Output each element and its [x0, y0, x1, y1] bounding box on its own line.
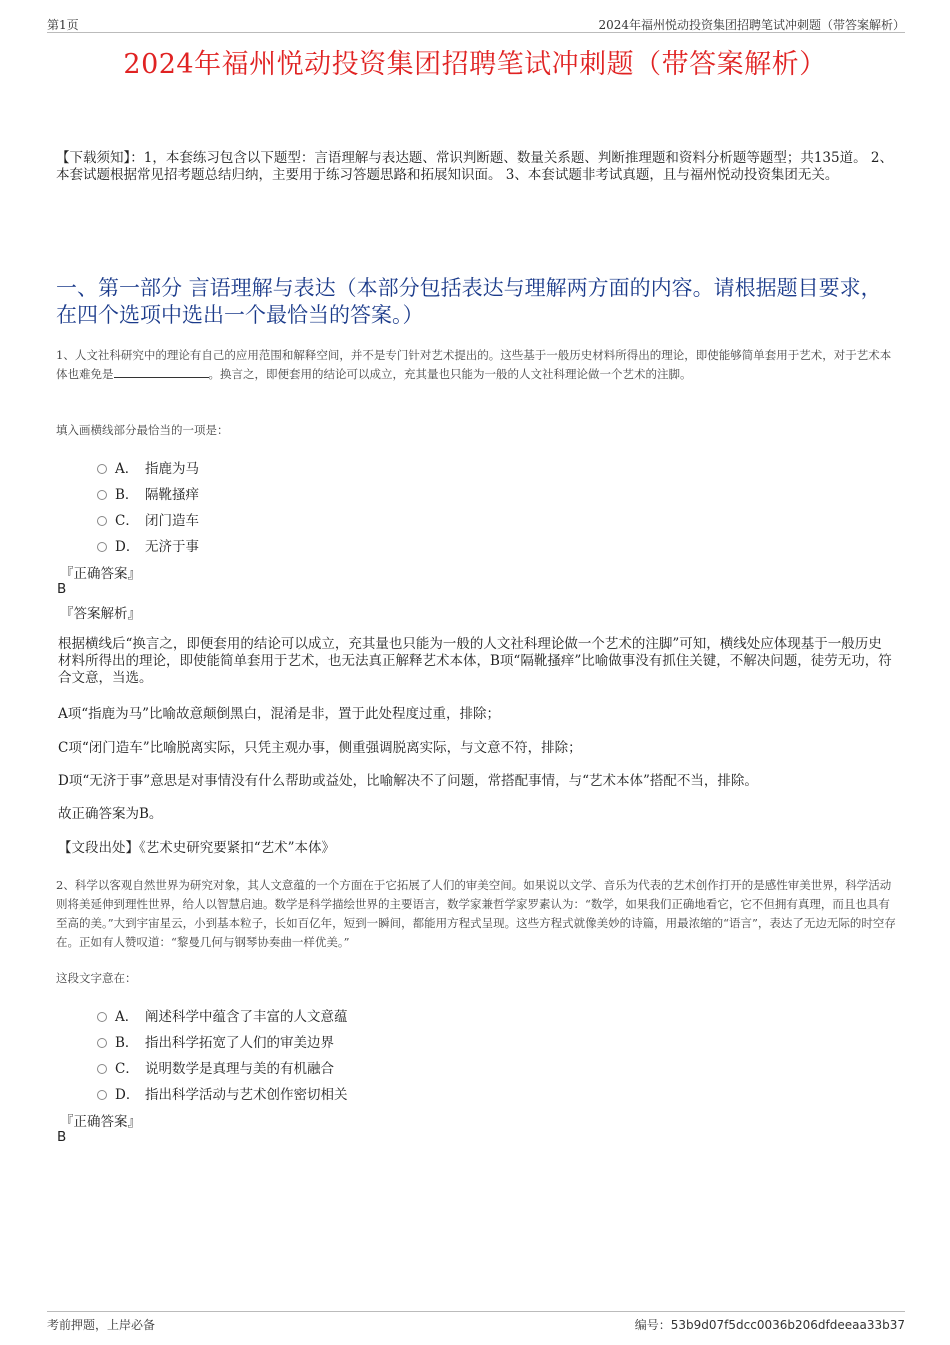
answer-blank [114, 366, 209, 378]
q1-analysis-a: A项“指鹿为马”比喻故意颠倒黑白，混淆是非，置于此处程度过重，排除； [58, 706, 501, 722]
question-1-prompt: 填入画横线部分最恰当的一项是： [56, 423, 229, 437]
footer-code-label: 编号： [634, 1318, 671, 1332]
radio-icon[interactable] [97, 490, 107, 500]
q1-option-a[interactable]: A． 指鹿为马 [97, 457, 199, 475]
q1-analysis-conclusion: 故正确答案为B。 [58, 806, 163, 822]
q1-answer-label: 『正确答案』 [60, 566, 141, 582]
q2-answer-label: 『正确答案』 [60, 1114, 141, 1130]
q1-analysis-d: D项“无济于事”意思是对事情没有什么帮助或益处，比喻解决不了问题，常搭配事情，与“艺术本体”搭配不当，排除。 [58, 773, 758, 789]
page-header [47, 14, 905, 33]
q1-analysis-c: C项“闭门造车”比喻脱离实际，只凭主观办事，侧重强调脱离实际，与文意不符，排除； [58, 740, 582, 756]
q1-option-b[interactable]: B． 隔靴搔痒 [97, 483, 199, 501]
q2-answer: B [57, 1129, 67, 1145]
radio-icon[interactable] [97, 464, 107, 474]
radio-icon[interactable] [97, 1038, 107, 1048]
q1-analysis-label: 『答案解析』 [60, 606, 141, 622]
q2-option-d[interactable]: D． 指出科学活动与艺术创作密切相关 [97, 1083, 348, 1101]
radio-icon[interactable] [97, 516, 107, 526]
q1-source: 【文段出处】《艺术史研究要紧扣“艺术”本体》 [58, 840, 336, 856]
page-title: 2024年福州悦动投资集团招聘笔试冲刺题（带答案解析） [123, 49, 827, 80]
radio-icon[interactable] [97, 1090, 107, 1100]
question-1-text [56, 346, 901, 384]
radio-icon[interactable] [97, 542, 107, 552]
q1-option-c[interactable]: C． 闭门造车 [97, 509, 199, 527]
question-2-text: 2、科学以客观自然世界为研究对象，其人文意蕴的一个方面在于它拓展了人们的审美空间。如果说以文学、音乐为代表的艺术创作打开的是感性审美世界，科学活动则将美延伸到理性世界，给人以智慧启迪。数学是科学描绘世界的主要语言，数学家兼哲学家罗素认为：“数学，如果我们正确地看它，它不但拥有真理，而且也具有至高的美。”大到宇宙星云，小到基本粒子，长如百亿年，短到一瞬间，都能用方程式呈现。这些方程式就像美妙的诗篇，用最浓缩的“语言”，表达了无边无际的时空存在。正如有人赞叹道：“黎曼几何与钢琴协奏曲一样优美。” [56, 878, 896, 949]
question-1-text-before: 1、人文社科研究中的理论有自己的应用范围和解释空间，并不是专门针对艺术提出的。这些基于一般历史材料所得出的理论，即使能够简单套用于艺术，对于艺术本体也难免是 [56, 348, 892, 381]
page-footer [47, 1311, 905, 1332]
q1-answer: B [57, 581, 67, 597]
section-title: 一、第一部分 言语理解与表达（本部分包括表达与理解两方面的内容。请根据题目要求，在四个选项中选出一个最恰当的答案。） [56, 276, 882, 327]
page-number: 第1页 [47, 18, 79, 32]
q1-analysis-main: 根据横线后“换言之，即便套用的结论可以成立，充其量也只能为一般的人文社科理论做一个艺术的注脚”可知，横线处应体现基于一般历史材料所得出的理论，即使能简单套用于艺术，也无法真正解释艺术本体，B项“隔靴搔痒”比喻做事没有抓住关键，不解决问题，徒劳无功，符合文意，当选。 [58, 636, 892, 686]
radio-icon[interactable] [97, 1064, 107, 1074]
q1-option-d[interactable]: D． 无济于事 [97, 535, 199, 553]
footer-slogan: 考前押题，上岸必备 [47, 1318, 156, 1332]
footer-code-value: 53b9d07f5dcc0036b206dfdeeaa33b37 [670, 1318, 905, 1332]
q2-option-b[interactable]: B． 指出科学拓宽了人们的审美边界 [97, 1031, 334, 1049]
q2-option-c[interactable]: C． 说明数学是真理与美的有机融合 [97, 1057, 334, 1075]
q2-option-a[interactable]: A． 阐述科学中蕴含了丰富的人文意蕴 [97, 1005, 348, 1023]
header-doc-title: 2024年福州悦动投资集团招聘笔试冲刺题（带答案解析） [598, 18, 905, 32]
download-notice: 【下载须知】：1，本套练习包含以下题型：言语理解与表达题、常识判断题、数量关系题、判断推理题和资料分析题等题型；共135道。 2、本套试题根据常见招考题总结归纳，主要用于练习答题思路和拓展知识面。 3、本套试题非考试真题，且与福州悦动投资集团无关。 [56, 150, 893, 183]
footer-code [635, 1316, 905, 1333]
question-2-prompt: 这段文字意在： [56, 971, 137, 985]
radio-icon[interactable] [97, 1012, 107, 1022]
question-1-text-after: 。换言之，即便套用的结论可以成立，充其量也只能为一般的人文社科理论做一个艺术的注脚。 [208, 367, 692, 381]
